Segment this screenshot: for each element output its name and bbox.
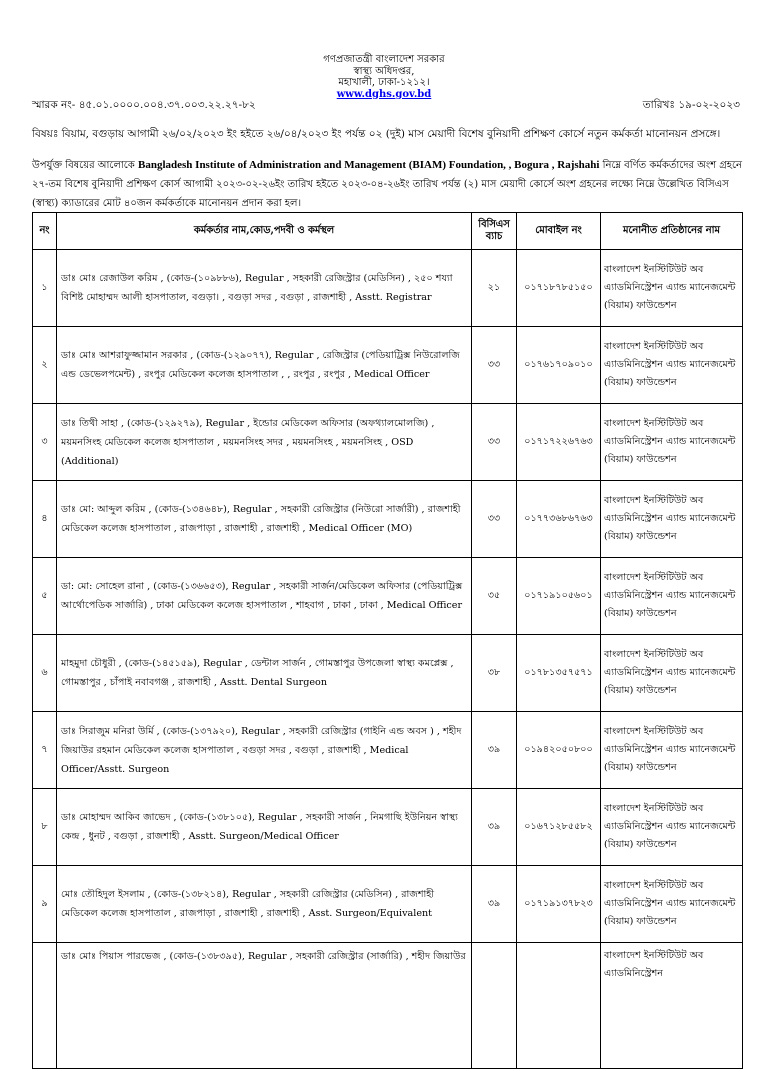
directorate-name: স্বাস্থ্য অধিদপ্তর, [353,65,415,77]
row-batch: ৩৫ [472,558,517,635]
header-details: কর্মকর্তার নাম,কোড,পদবী ও কর্মস্থল [57,213,472,250]
row-institute: বাংলাদেশ ইনস্টিটিউট অব এ্যাডমিনিস্ট্রেশন এ্যান্ড ম্যানেজমেন্ট (বিয়াম) ফাউন্ডেশন [601,635,743,712]
row-details: ডাঃ তিথী সাহা , (কোড-(১২৯২৭৯), Regular , ইন্ডোর মেডিকেল অফিসার (অফথ্যালমোলজি) , ময়মনসিংহ মেডিকেল কলেজ হাসপাতাল , ময়মনসিংহ সদর , ময়মনসিংহ , ময়মনসিংহ , OSD (Additional) [57,404,472,481]
row-details: ডাঃ মোহাম্মদ আকিব জাভেদ , (কোড-(১৩৮১০৫), Regular , সহকারী সার্জন , নিমগাছি ইউনিয়ন স্বাস্থ্য কেন্দ্র , ধুনট , বগুড়া , রাজশাহী , Asstt. Surgeon/Medical Officer [57,789,472,866]
row-details: মোঃ তৌহিদুল ইসলাম , (কোড-(১৩৮২১৪), Regular , সহকারী রেজিস্ট্রার (মেডিসিন) , রাজশাহী মেডিকেল কলেজ হাসপাতাল , রাজপাড়া , রাজশাহী , রাজশাহী , Asst. Surgeon/Equivalent [57,866,472,943]
row-batch: ৩৯ [472,789,517,866]
subject-line: বিষয়ঃ বিয়াম, বগুড়ায় আগামী ২৬/০২/২০২৩ ইং হইতে ২৬/০৪/২০২৩ ইং পর্যন্ত ০২ (দুই) মাস মেয়াদী বিশেষ বুনিয়াদী প্রশিক্ষণ কোর্সে নতুন কর্মকর্তা মানোনয়ন প্রসঙ্গে। [32,128,721,140]
row-serial: ১ [33,250,57,327]
row-details: ডাঃ মোঃ আশরাফুজ্জামান সরকার , (কোড-(১২৯০৭৭), Regular , রেজিস্ট্রার (পেডিয়াট্রিক্স নিউরোলজি এন্ড ডেভেলপমেন্ট) , রংপুর মেডিকেল কলেজ হাসপাতাল , , রংপুর , রংপুর , Medical Officer [57,327,472,404]
website-link[interactable]: www.dghs.gov.bd [336,88,432,100]
row-batch: ৩৯ [472,712,517,789]
row-serial: ৪ [33,481,57,558]
row-mobile: ০১৬৭১২৮৫৫৮২ [517,789,601,866]
table-row [33,866,743,943]
table-header-row [33,213,743,250]
row-institute: বাংলাদেশ ইনস্টিটিউট অব এ্যাডমিনিস্ট্রেশন এ্যান্ড ম্যানেজমেন্ট (বিয়াম) ফাউন্ডেশন [601,558,743,635]
row-details: ডাঃ মোঃ পিয়াস পারভেজ , (কোড-(১৩৮৩৯৫), Regular , সহকারী রেজিস্ট্রার (সার্জারি) , শহীদ জিয়াউর [57,943,472,1069]
row-serial: ২ [33,327,57,404]
row-batch: ৩৩ [472,481,517,558]
table-row [33,404,743,481]
table-row [33,250,743,327]
row-details: ডাঃ সিরাজুম মনিরা উর্মি , (কোড-(১৩৭৯২০), Regular , সহকারী রেজিস্ট্রার (গাইনি এন্ড অবস ) , শহীদ জিয়াউর রহমান মেডিকেল কলেজ হাসপাতাল , বগুড়া সদর , বগুড়া , রাজশাহী , Medical Officer/Asstt. Surgeon [57,712,472,789]
row-institute: বাংলাদেশ ইনস্টিটিউট অব এ্যাডমিনিস্ট্রেশন এ্যান্ড ম্যানেজমেন্ট (বিয়াম) ফাউন্ডেশন [601,481,743,558]
row-batch: ৩৮ [472,635,517,712]
government-name: গণপ্রজাতন্ত্রী বাংলাদেশ সরকার [323,54,445,65]
nominee-table [32,212,743,1069]
header-institute: মনোনীত প্রতিষ্ঠানের নাম [601,213,743,250]
intro-text-rest: নিম্নে বর্ণিত কর্মকর্তাদের অংশ গ্রহনে ২৭-তম বিশেষ বুনিয়াদী প্রশিক্ষণ কোর্স আগামী ২০২৩-০২-২৬ইং তারিখ হইতে ২০২৩-০৪-২৬ইং তারিখ পর্যন্ত (২) মাস মেয়াদী কোর্সে অংশ গ্রহনের লক্ষ্যে নিম্নে উল্লেখিত বিসিএস (স্বাস্থ্য) ক্যাডারের মোট ৪০জন কর্মকর্তাকে মানোনয়ন প্রদান করা হল। [32,160,743,209]
row-mobile: ০১৭১৯১০৫৬০১ [517,558,601,635]
letter-header [0,54,768,100]
table-row [33,789,743,866]
row-mobile: ০১৭৭৩৬৮৬৭৬৩ [517,481,601,558]
table-row [33,481,743,558]
row-institute: বাংলাদেশ ইনস্টিটিউট অব এ্যাডমিনিস্ট্রেশন এ্যান্ড ম্যানেজমেন্ট (বিয়াম) ফাউন্ডেশন [601,404,743,481]
row-institute: বাংলাদেশ ইনস্টিটিউট অব এ্যাডমিনিস্ট্রেশন এ্যান্ড ম্যানেজমেন্ট (বিয়াম) ফাউন্ডেশন [601,250,743,327]
intro-paragraph [32,156,744,213]
row-details: ডা: মো: সোহেল রানা , (কোড-(১৩৬৬৫৩), Regular , সহকারী সার্জন/মেডিকেল অফিসার (পেডিয়াট্রিক্স আর্থোপেডিক সার্জারি) , ঢাকা মেডিকেল কলেজ হাসপাতাল , শাহবাগ , ঢাকা , ঢাকা , Medical Officer [57,558,472,635]
row-serial [33,943,57,1069]
row-mobile [517,943,601,1069]
memo-number: স্মারক নং- ৪৫.০১.০০০০.০০৪.৩৭.০০৩.২২.২৭-৮২ [32,99,256,111]
row-serial: ৭ [33,712,57,789]
row-serial: ৯ [33,866,57,943]
row-institute: বাংলাদেশ ইনস্টিটিউট অব এ্যাডমিনিস্ট্রেশন এ্যান্ড ম্যানেজমেন্ট (বিয়াম) ফাউন্ডেশন [601,789,743,866]
row-batch [472,943,517,1069]
row-institute: বাংলাদেশ ইনস্টিটিউট অব এ্যাডমিনিস্ট্রেশন এ্যান্ড ম্যানেজমেন্ট (বিয়াম) ফাউন্ডেশন [601,866,743,943]
row-institute: বাংলাদেশ ইনস্টিটিউট অব এ্যাডমিনিস্ট্রেশন এ্যান্ড ম্যানেজমেন্ট (বিয়াম) ফাউন্ডেশন [601,327,743,404]
table-row [33,635,743,712]
office-address: মহাখালী, ঢাকা-১২১২। [338,77,430,88]
table-row [33,712,743,789]
header-serial: নং [33,213,57,250]
table-row [33,943,743,1069]
row-mobile: ০১৭১৭২২৬৭৬৩ [517,404,601,481]
row-batch: ২১ [472,250,517,327]
header-batch: বিসিএস ব্যাচ [472,213,517,250]
table-row [33,327,743,404]
row-institute: বাংলাদেশ ইনস্টিটিউট অব এ্যাডমিনিস্ট্রেশন এ্যান্ড ম্যানেজমেন্ট (বিয়াম) ফাউন্ডেশন [601,712,743,789]
row-mobile: ০১৭৬১৭০৯০১০ [517,327,601,404]
row-details: ডাঃ মোঃ রেজাউল করিম , (কোড-(১০৯৮৮৬), Regular , সহকারী রেজিস্ট্রার (মেডিসিন) , ২৫০ শয্যা বিশিষ্ট মোহাম্মদ আলী হাসপাতাল, বগুড়া। , বগুড়া সদর , বগুড়া , রাজশাহী , Asstt. Registrar [57,250,472,327]
row-mobile: ০১৭৮১৩৫৭৫৭১ [517,635,601,712]
intro-text-start: উপর্যুক্ত বিষয়ের আলোকে [32,160,138,171]
row-mobile: ০১৭১৮৭৮৫১৫০ [517,250,601,327]
row-serial: ৩ [33,404,57,481]
row-batch: ৩৩ [472,327,517,404]
row-batch: ৩৩ [472,404,517,481]
header-mobile: মোবাইল নং [517,213,601,250]
row-details: মাহমুদা চৌধুরী , (কোড-(১৪৫১৫৯), Regular , ডেন্টাল সার্জন , গোমস্তাপুর উপজেলা স্বাস্থ্য কমপ্লেক্স , গোমস্তাপুর , চাঁপাই নবাবগঞ্জ , রাজশাহী , Asstt. Dental Surgeon [57,635,472,712]
institute-org-name: Bangladesh Institute of Administration and Management (BIAM) Foundation, , Bogura , Rajshahi [138,159,600,171]
row-serial: ৮ [33,789,57,866]
row-serial: ৫ [33,558,57,635]
row-details: ডাঃ মো: আব্দুল করিম , (কোড-(১৩৪৬৪৮), Regular , সহকারী রেজিস্ট্রার (নিউরো সার্জারী) , রাজশাহী মেডিকেল কলেজ হাসপাতাল , রাজপাড়া , রাজশাহী , রাজশাহী , Medical Officer (MO) [57,481,472,558]
row-mobile: ০১৯৪২০৫০৮০০ [517,712,601,789]
row-serial: ৬ [33,635,57,712]
memo-line [32,98,740,115]
table-row [33,558,743,635]
row-institute: বাংলাদেশ ইনস্টিটিউট অব এ্যাডমিনিস্ট্রেশন [601,943,743,1069]
memo-date: তারিখঃ ১৯-০২-২০২৩ [642,99,740,111]
row-mobile: ০১৭১৯১৩৭৮২৩ [517,866,601,943]
row-batch: ৩৯ [472,866,517,943]
